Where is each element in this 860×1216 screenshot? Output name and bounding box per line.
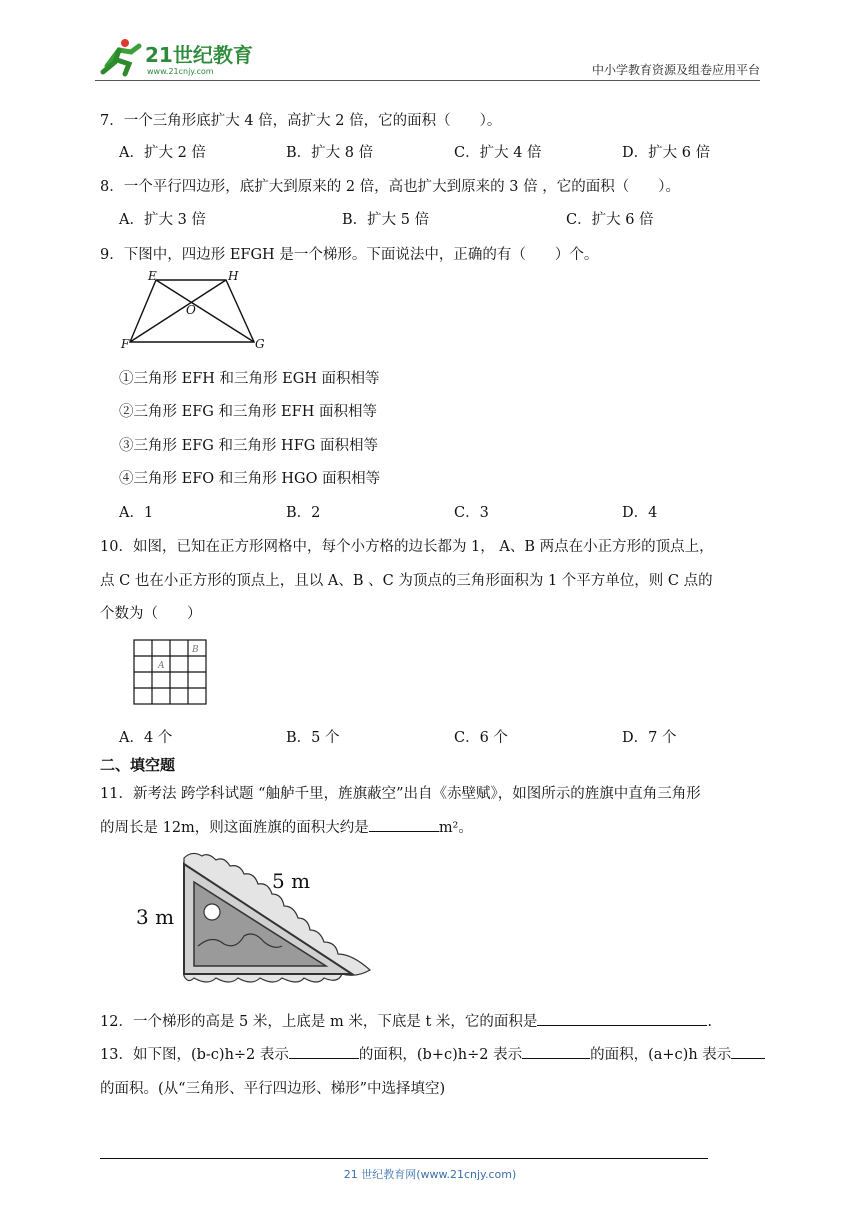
flag-hypotenuse-label: 5 m (272, 869, 311, 893)
q13-text-a: 13．如下图，(b-c)h÷2 表示 (100, 1047, 289, 1063)
question-9-stem: 9．下图中，四边形 EFGH 是一个梯形。下面说法中，正确的有（ ）个。 (100, 247, 599, 263)
label-o: O (186, 303, 196, 317)
logo-text: 21世纪教育 (145, 43, 253, 67)
q12-text-after: . (707, 1014, 713, 1030)
q13-answer-blank-3[interactable] (731, 1044, 765, 1059)
trapezoid-efgh-figure (118, 268, 268, 352)
triangle-flag-figure (132, 850, 382, 986)
q13-answer-blank-2[interactable] (522, 1044, 590, 1059)
question-7-stem: 7．一个三角形底扩大 4 倍，高扩大 2 倍，它的面积（ ）。 (100, 113, 502, 129)
q11-answer-blank[interactable] (369, 817, 439, 832)
q7-option-d[interactable]: D．扩大 6 倍 (622, 145, 711, 161)
q9-option-d[interactable]: D．4 (622, 505, 658, 521)
q13-text-c: 的面积，(a+c)h 表示 (590, 1047, 732, 1063)
label-g: G (255, 337, 265, 351)
question-13-line1 (100, 1043, 765, 1064)
grid-label-b: B (192, 645, 199, 655)
question-13-line2: 的面积。(从“三角形、平行四边形、梯形”中选择填空) (100, 1081, 446, 1097)
q12-text-before: 12．一个梯形的高是 5 米，上底是 m 米，下底是 t 米，它的面积是 (100, 1014, 538, 1030)
q12-answer-blank[interactable] (537, 1011, 707, 1026)
q7-option-a[interactable]: A．扩大 2 倍 (119, 145, 206, 161)
q8-option-a[interactable]: A．扩大 3 倍 (119, 212, 206, 228)
q8-option-b[interactable]: B．扩大 5 倍 (342, 212, 430, 228)
q9-statement-2: ②三角形 EFG 和三角形 EFH 面积相等 (119, 404, 377, 420)
q13-answer-blank-1[interactable] (289, 1044, 359, 1059)
q9-statement-1: ①三角形 EFH 和三角形 EGH 面积相等 (119, 371, 380, 387)
flag-side-label: 3 m (136, 905, 175, 929)
q7-option-c[interactable]: C．扩大 4 倍 (454, 145, 542, 161)
logo-url: www.21cnjy.com (147, 67, 214, 76)
q10-option-b[interactable]: B．5 个 (286, 730, 340, 746)
question-10-stem-line3: 个数为（ ） (100, 606, 202, 622)
q10-option-a[interactable]: A．4 个 (119, 730, 173, 746)
q7-option-b[interactable]: B．扩大 8 倍 (286, 145, 374, 161)
logo (95, 36, 265, 78)
label-h: H (228, 269, 239, 283)
q10-option-c[interactable]: C．6 个 (454, 730, 508, 746)
square-grid-figure (132, 638, 208, 706)
runner-logo-icon (95, 36, 265, 78)
question-10-stem-line2: 点 C 也在小正方形的顶点上，且以 A、B 、C 为顶点的三角形面积为 1 个平方单位，则 C 点的 (100, 573, 713, 589)
footer-site-link[interactable]: 21 世纪教育网(www.21cnjy.com) (343, 1168, 517, 1181)
question-8-stem: 8．一个平行四边形，底扩大到原来的 2 倍，高也扩大到原来的 3 倍 ，它的面积（ ）。 (100, 179, 680, 195)
question-10-stem-line1: 10．如图，已知在正方形网格中，每个小方格的边长都为 1， A、B 两点在小正方形的顶点上， (100, 539, 714, 555)
footer-divider (100, 1158, 708, 1159)
question-12 (100, 1010, 712, 1031)
q9-option-a[interactable]: A．1 (119, 505, 154, 521)
q13-text-b: 的面积，(b+c)h÷2 表示 (358, 1047, 523, 1063)
question-11-line2 (100, 816, 473, 837)
q10-option-d[interactable]: D．7 个 (622, 730, 677, 746)
q11-text-before: 的周长是 12m，则这面旌旗的面积大约是 (100, 820, 369, 836)
q9-statement-4: ④三角形 EFO 和三角形 HGO 面积相等 (119, 471, 381, 487)
label-f: F (121, 337, 130, 351)
grid-label-a: A (158, 661, 165, 671)
header-platform-text: 中小学教育资源及组卷应用平台 (591, 63, 760, 77)
section-title-fill-blank: 二、填空题 (100, 756, 176, 774)
q11-text-after: m²。 (438, 820, 473, 836)
header-divider (95, 80, 760, 81)
q9-statement-3: ③三角形 EFG 和三角形 HFG 面积相等 (119, 438, 378, 454)
question-11-line1: 11．新考法 跨学科试题 “舳舻千里，旌旗蔽空”出自《赤壁赋》，如图所示的旌旗中直角三角形 (100, 786, 701, 802)
q8-option-c[interactable]: C．扩大 6 倍 (566, 212, 654, 228)
label-e: E (148, 269, 157, 283)
q9-option-c[interactable]: C．3 (454, 505, 489, 521)
q9-option-b[interactable]: B．2 (286, 505, 321, 521)
